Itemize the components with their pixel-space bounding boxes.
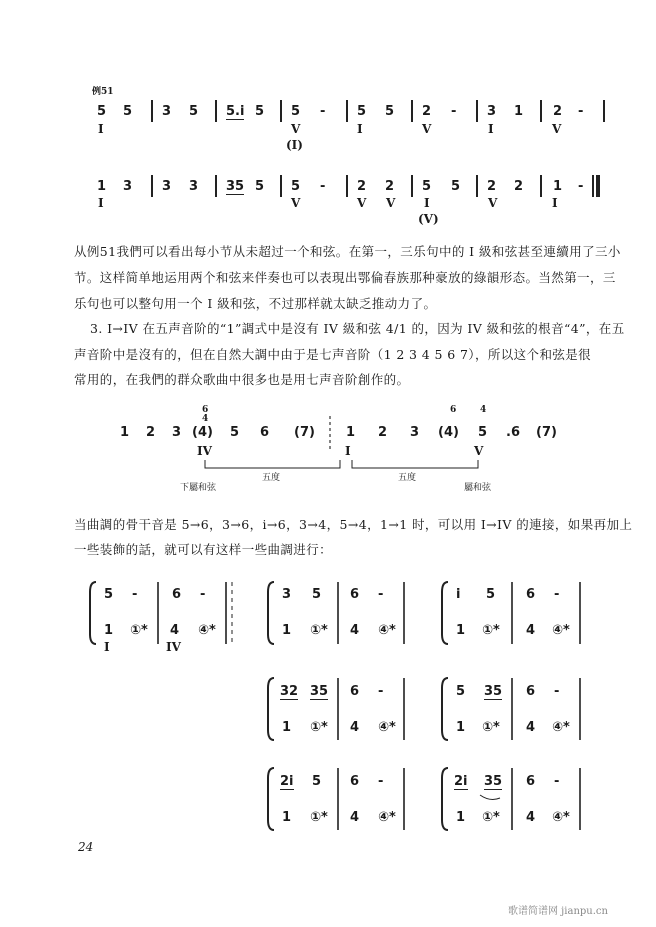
chord-symbol: I: [357, 122, 363, 136]
watermark: 歌谱简谱网 jianpu.cn: [508, 906, 608, 917]
dominant-label: 屬和弦: [464, 483, 492, 493]
chord-symbol: V: [474, 444, 484, 458]
scale-note: 5: [478, 425, 488, 440]
chord-symbol: I: [98, 196, 104, 210]
interval-bracket: [205, 460, 340, 468]
scale-note: 6: [260, 425, 270, 440]
scale-note: 3: [410, 425, 420, 440]
note: ④*: [552, 720, 570, 735]
note: ①*: [130, 623, 148, 638]
note: 1: [282, 810, 292, 825]
note: 5: [255, 179, 265, 194]
note: ④*: [198, 623, 216, 638]
note: -: [320, 104, 326, 119]
note: 5: [189, 104, 199, 119]
note: ①*: [310, 623, 328, 638]
note: 4: [170, 623, 180, 638]
chord-symbol: IV: [166, 640, 181, 654]
system-brace: [268, 582, 274, 644]
note: 5: [456, 684, 466, 699]
chord-symbol: I: [104, 640, 110, 654]
interval-label: 五度: [262, 473, 281, 483]
note: ④*: [552, 623, 570, 638]
note: -: [451, 104, 457, 119]
paragraph-line: 声音阶中是沒有的，但在自然大調中由于是七声音阶（1 2 3 4 5 6 7），所以这个和弦是很: [74, 347, 592, 362]
note: 35: [484, 774, 503, 789]
note: 35: [484, 684, 503, 699]
note: -: [554, 774, 560, 789]
note: 6: [350, 587, 360, 602]
scale-note: 1: [346, 425, 356, 440]
note: 3: [162, 104, 172, 119]
note: -: [132, 587, 138, 602]
system-brace: [90, 582, 96, 644]
interval-label: 五度: [398, 473, 417, 483]
note: ④*: [552, 810, 570, 825]
page-number: 24: [78, 840, 94, 854]
alt-chord-symbol: (V): [418, 212, 439, 226]
scale-note: .6: [506, 425, 520, 440]
note: 5: [385, 104, 395, 119]
note: 5: [97, 104, 107, 119]
note: -: [320, 179, 326, 194]
scale-note: 2: [378, 425, 388, 440]
stack-number: 4: [480, 405, 487, 415]
stack-number: 6: [202, 405, 209, 415]
note: 5: [104, 587, 114, 602]
system-brace: [268, 768, 274, 830]
note: 2i: [280, 774, 294, 789]
note: 3: [487, 104, 497, 119]
note: 2: [514, 179, 524, 194]
note: 3: [162, 179, 172, 194]
note: -: [378, 774, 384, 789]
note: 2: [422, 104, 432, 119]
note: 3: [189, 179, 199, 194]
chord-symbol: V: [291, 122, 301, 136]
note: ④*: [378, 810, 396, 825]
note: 4: [526, 810, 536, 825]
note: 2: [553, 104, 563, 119]
paragraph-line: 从例51我們可以看出每小节从未超过一个和弦。在第一，三乐句中的 I 級和弦甚至連續用了三小: [74, 244, 621, 259]
system-brace: [442, 678, 448, 740]
scale-note: 5: [230, 425, 240, 440]
note: -: [378, 587, 384, 602]
paragraph-line: 乐句也可以整句用一个 I 級和弦，不过那样就太缺乏推动力了。: [74, 296, 437, 311]
note: 5: [451, 179, 461, 194]
note: ①*: [310, 810, 328, 825]
note: -: [554, 684, 560, 699]
note: 1: [456, 623, 466, 638]
note: 6: [526, 587, 536, 602]
note: i: [456, 587, 461, 602]
note: ①*: [482, 810, 500, 825]
note: -: [578, 104, 584, 119]
note: 6: [350, 684, 360, 699]
system-brace: [442, 768, 448, 830]
system-brace: [268, 678, 274, 740]
scale-note: 2: [146, 425, 156, 440]
paragraph-line: 当曲調的骨干音是 5→6，3→6，i→6，3→4，5→4，1→1 时，可以用 I→IV 的連接，如果再加上: [74, 517, 633, 532]
note: 2: [385, 179, 395, 194]
scale-note: (4): [438, 425, 459, 440]
stack-number: 4: [202, 414, 209, 424]
note: -: [200, 587, 206, 602]
chord-symbol: V: [552, 122, 562, 136]
chord-symbol: I: [345, 444, 351, 458]
slur: [480, 795, 500, 799]
note: 2i: [454, 774, 468, 789]
note: 1: [97, 179, 107, 194]
note: 35: [310, 684, 329, 699]
chord-symbol: V: [386, 196, 396, 210]
chord-symbol: I: [552, 196, 558, 210]
note: 1: [553, 179, 563, 194]
paragraph-line: 3. I→IV 在五声音阶的“1”調式中是沒有 IV 級和弦 4/1 的，因为 IV 級和弦的根音“4”，在五: [90, 321, 625, 336]
interval-bracket: [352, 460, 478, 468]
note: 35: [226, 179, 245, 194]
chord-symbol: I: [488, 122, 494, 136]
system-brace: [442, 582, 448, 644]
note: 6: [526, 684, 536, 699]
note: 1: [456, 720, 466, 735]
note: 5: [312, 774, 322, 789]
example-label: 例51: [92, 87, 114, 97]
note: 1: [282, 623, 292, 638]
chord-symbol: I: [98, 122, 104, 136]
note: -: [378, 684, 384, 699]
note: 1: [514, 104, 524, 119]
note: 5: [486, 587, 496, 602]
note: 5: [291, 179, 301, 194]
note: 1: [456, 810, 466, 825]
note: 5: [291, 104, 301, 119]
note: 3: [282, 587, 292, 602]
note: 5: [357, 104, 367, 119]
paragraph-line: 一些装飾的話，就可以有这样一些曲調进行：: [74, 542, 333, 557]
paragraph-line: 节。这样简单地运用两个和弦来伴奏也可以表現出鄂倫春族那种豪放的綠韻形态。当然第一，三: [74, 270, 616, 285]
chord-symbol: V: [291, 196, 301, 210]
stack-number: 6: [450, 405, 457, 415]
scale-note: (7): [536, 425, 557, 440]
note: 5: [422, 179, 432, 194]
note: 1: [104, 623, 114, 638]
note: 1: [282, 720, 292, 735]
note: 5: [312, 587, 322, 602]
note: 6: [350, 774, 360, 789]
note: 5.i: [226, 104, 245, 119]
note: 5: [255, 104, 265, 119]
scale-note: (4): [192, 425, 213, 440]
scale-note: 1: [120, 425, 130, 440]
note: 6: [526, 774, 536, 789]
scale-note: (7): [294, 425, 315, 440]
note: 32: [280, 684, 299, 699]
note: ④*: [378, 623, 396, 638]
note: -: [578, 179, 584, 194]
paragraph-line: 常用的，在我們的群众歌曲中很多也是用七声音阶創作的。: [74, 372, 410, 387]
alt-chord-symbol: (I): [286, 138, 303, 152]
chord-symbol: V: [422, 122, 432, 136]
note: ④*: [378, 720, 396, 735]
chord-symbol: I: [424, 196, 430, 210]
note: 6: [172, 587, 182, 602]
note: ①*: [482, 720, 500, 735]
note: -: [554, 587, 560, 602]
note: ①*: [310, 720, 328, 735]
note: 4: [526, 720, 536, 735]
subdominant-label: 下屬和弦: [180, 483, 217, 493]
note: ①*: [482, 623, 500, 638]
note: 3: [123, 179, 133, 194]
chord-symbol: IV: [197, 444, 212, 458]
note: 2: [357, 179, 367, 194]
note: 4: [526, 623, 536, 638]
note: 4: [350, 810, 360, 825]
chord-symbol: V: [357, 196, 367, 210]
note: 4: [350, 720, 360, 735]
chord-symbol: V: [488, 196, 498, 210]
scale-note: 3: [172, 425, 182, 440]
note: 5: [123, 104, 133, 119]
note: 4: [350, 623, 360, 638]
note: 2: [487, 179, 497, 194]
